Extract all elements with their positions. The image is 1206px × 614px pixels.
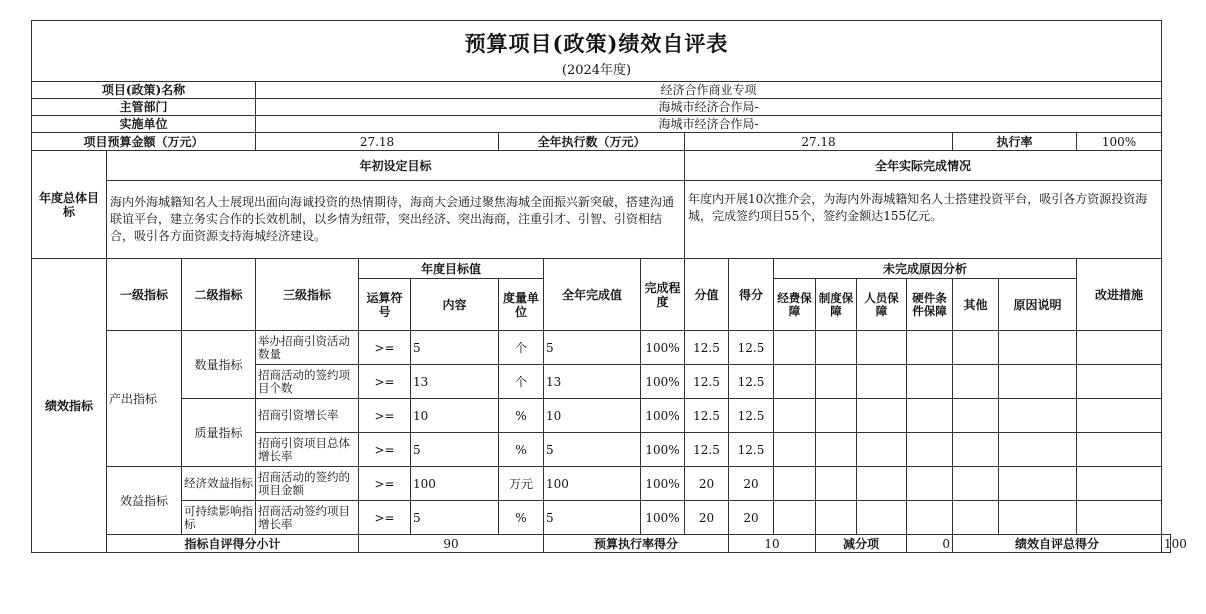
quality-indicator-label: 质量指标 (182, 399, 256, 467)
level2-cell: 可持续影响指标 (182, 501, 256, 535)
project-name-label: 项目(政策)名称 (32, 82, 256, 99)
level3-cell: 招商活动的签约的项目金额 (256, 467, 359, 501)
header-reason-analysis: 未完成原因分析 (774, 259, 1077, 279)
subtotal-label: 指标自评得分小计 (107, 535, 359, 553)
header-operator: 运算符号 (359, 279, 411, 331)
header-level1: 一级指标 (107, 259, 182, 331)
completion-cell: 100% (641, 501, 685, 535)
subtotal-value: 90 (359, 535, 544, 553)
total-score-label: 绩效自评总得分 (953, 535, 1162, 553)
initial-goal-text: 海内外海城籍知名人士展现出面向海诚投资的热情期待，海商大会通过聚焦海城全面振兴新突破，搭建沟通联谊平台，建立务实合作的长效机制，以乡情为纽带，突出经济、突出海商，注重引才、引智、引资相结合，吸引各方面资源支持海城经济建设。 (107, 181, 685, 259)
header-staffing: 人员保障 (857, 279, 907, 331)
content-cell: 10 (411, 399, 499, 433)
initial-goal-header: 年初设定目标 (107, 151, 685, 181)
annual-value-cell: 5 (544, 433, 641, 467)
unit-cell: 个 (499, 365, 544, 399)
score-value-cell: 12.5 (685, 365, 729, 399)
level3-cell: 招商活动签约项目增长率 (256, 501, 359, 535)
completion-cell: 100% (641, 467, 685, 501)
unit-cell: % (499, 399, 544, 433)
content-cell: 13 (411, 365, 499, 399)
operator-cell: >= (359, 331, 411, 365)
annual-value-cell: 5 (544, 331, 641, 365)
header-content: 内容 (411, 279, 499, 331)
quantity-indicator-label: 数量指标 (182, 331, 256, 399)
score-value-cell: 20 (685, 501, 729, 535)
benefit-indicator-label: 效益指标 (107, 467, 182, 535)
level3-cell: 招商活动的签约项目个数 (256, 365, 359, 399)
score-value-cell: 20 (685, 467, 729, 501)
total-score-value: 100 (1162, 535, 1171, 553)
evaluation-sheet (31, 20, 1187, 553)
unit-cell: % (499, 501, 544, 535)
year-subtitle: (2024年度) (32, 61, 1162, 82)
content-cell: 5 (411, 331, 499, 365)
score-cell: 12.5 (729, 433, 774, 467)
header-unit: 度量单位 (499, 279, 544, 331)
score-value-cell: 12.5 (685, 331, 729, 365)
level2-cell: 经济效益指标 (182, 467, 256, 501)
operator-cell: >= (359, 501, 411, 535)
header-score-value: 分值 (685, 259, 729, 331)
project-name-value: 经济合作商业专项 (256, 82, 1162, 99)
actual-goal-text: 年度内开展10次推介会，为海内外海城籍知名人士搭建投资平台，吸引各方资源投资海城，完成签约项目55个，签约金额达155亿元。 (685, 181, 1162, 259)
table-row (32, 331, 1171, 365)
score-cell: 12.5 (729, 365, 774, 399)
budget-score-value: 10 (729, 535, 816, 553)
deduct-label: 减分项 (816, 535, 907, 553)
operator-cell: >= (359, 399, 411, 433)
level3-cell: 招商引资增长率 (256, 399, 359, 433)
unit-label: 实施单位 (32, 116, 256, 133)
perf-section-label: 绩效指标 (32, 259, 107, 553)
content-cell: 100 (411, 467, 499, 501)
score-value-cell: 12.5 (685, 399, 729, 433)
table-row (32, 501, 1171, 535)
score-cell: 20 (729, 501, 774, 535)
level3-cell: 举办招商引资活动数量 (256, 331, 359, 365)
dept-label: 主管部门 (32, 99, 256, 116)
completion-cell: 100% (641, 433, 685, 467)
operator-cell: >= (359, 365, 411, 399)
header-hardware: 硬件条件保障 (907, 279, 953, 331)
executed-label: 全年执行数（万元） (499, 133, 685, 151)
table-row (32, 467, 1171, 501)
level3-cell: 招商引资项目总体增长率 (256, 433, 359, 467)
header-other: 其他 (953, 279, 999, 331)
executed-value: 27.18 (685, 133, 953, 151)
score-cell: 20 (729, 467, 774, 501)
operator-cell: >= (359, 433, 411, 467)
rate-value: 100% (1077, 133, 1162, 151)
annual-goal-label: 年度总体目标 (32, 151, 107, 259)
budget-label: 项目预算金额（万元） (32, 133, 256, 151)
header-annual-value: 全年完成值 (544, 259, 641, 331)
completion-cell: 100% (641, 365, 685, 399)
header-annual-target: 年度目标值 (359, 259, 544, 279)
deduct-value: 0 (907, 535, 953, 553)
actual-goal-header: 全年实际完成情况 (685, 151, 1162, 181)
annual-value-cell: 10 (544, 399, 641, 433)
completion-cell: 100% (641, 331, 685, 365)
header-level2: 二级指标 (182, 259, 256, 331)
unit-value: 海城市经济合作局- (256, 116, 1162, 133)
completion-cell: 100% (641, 399, 685, 433)
score-cell: 12.5 (729, 399, 774, 433)
page-title: 预算项目(政策)绩效自评表 (32, 21, 1162, 62)
unit-cell: 个 (499, 331, 544, 365)
score-value-cell: 12.5 (685, 433, 729, 467)
score-cell: 12.5 (729, 331, 774, 365)
header-improvement: 改进措施 (1077, 259, 1162, 331)
header-completion: 完成程度 (641, 259, 685, 331)
evaluation-table (31, 20, 1187, 553)
budget-value: 27.18 (256, 133, 499, 151)
budget-score-label: 预算执行率得分 (544, 535, 729, 553)
header-system: 制度保障 (816, 279, 857, 331)
content-cell: 5 (411, 501, 499, 535)
header-reason-desc: 原因说明 (999, 279, 1077, 331)
unit-cell: 万元 (499, 467, 544, 501)
header-funding: 经费保障 (774, 279, 816, 331)
annual-value-cell: 5 (544, 501, 641, 535)
table-row (32, 399, 1171, 433)
content-cell: 5 (411, 433, 499, 467)
dept-value: 海城市经济合作局- (256, 99, 1162, 116)
operator-cell: >= (359, 467, 411, 501)
rate-label: 执行率 (953, 133, 1077, 151)
header-score: 得分 (729, 259, 774, 331)
output-indicator-label: 产出指标 (107, 331, 182, 467)
unit-cell: % (499, 433, 544, 467)
annual-value-cell: 100 (544, 467, 641, 501)
annual-value-cell: 13 (544, 365, 641, 399)
header-level3: 三级指标 (256, 259, 359, 331)
